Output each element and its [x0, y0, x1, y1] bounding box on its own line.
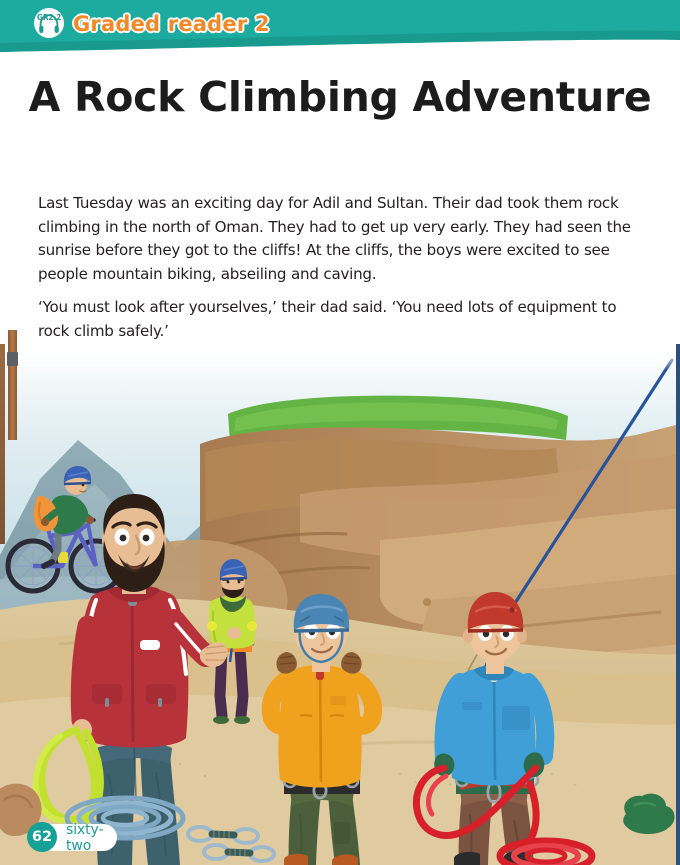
story-paragraph: ‘You must look after yourselves,’ their dad said. ‘You need lots of equipment to rock climb safely.’ — [38, 297, 617, 340]
grade-badge-label: GR2.2 — [36, 13, 62, 22]
story-paragraph: Last Tuesday was an exciting day for Adil and Sultan. Their dad took them rock climbing in the north of Oman. They had to get up very early. They had seen the sunrise before they got to the cliffs! At the cliffs, the boys were excited to see people mountain biking, abseiling and caving. — [38, 194, 631, 284]
left-edge-clip — [7, 352, 18, 366]
right-edge-rule — [676, 344, 680, 865]
header-title: Graded reader 2 — [73, 12, 270, 36]
illustration-artwork — [0, 344, 680, 865]
page-number — [27, 821, 104, 854]
grade-badge — [34, 8, 64, 38]
page-title: A Rock Climbing Adventure — [28, 73, 652, 121]
left-edge-strip — [0, 344, 5, 544]
page-number-words: sixty-two — [40, 824, 117, 851]
story-illustration — [0, 344, 680, 865]
header-banner — [0, 0, 680, 58]
story-body — [38, 192, 642, 343]
left-edge-pillar — [8, 330, 17, 440]
page-number-digits: 62 — [27, 822, 57, 852]
